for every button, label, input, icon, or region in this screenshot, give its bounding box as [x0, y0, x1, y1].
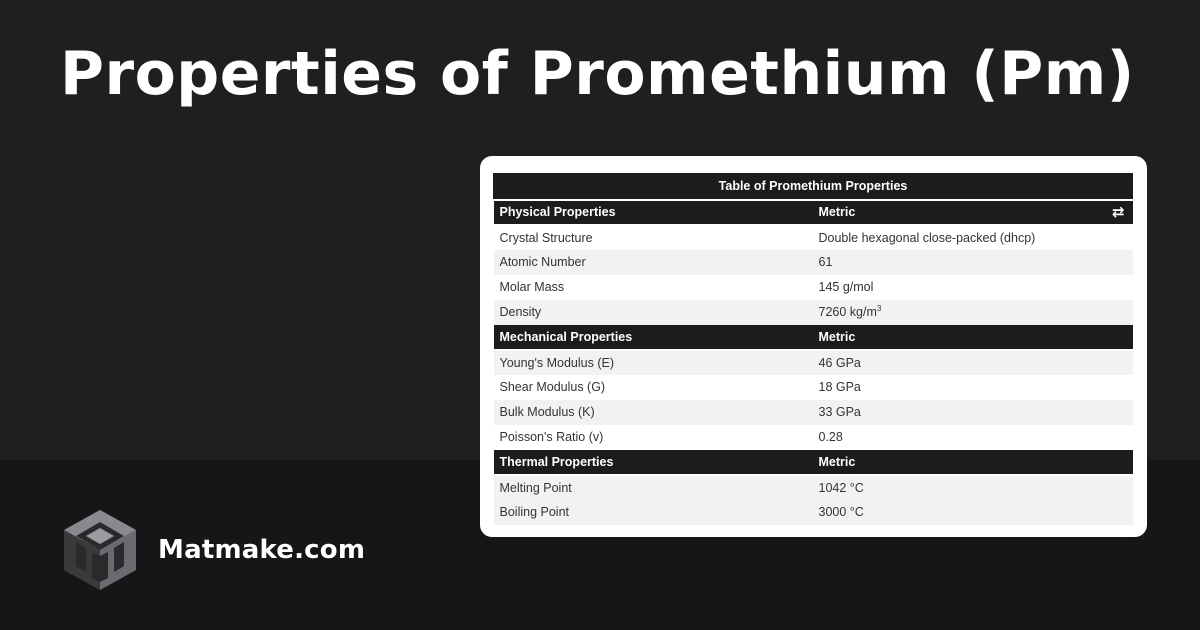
property-value: 0.28 [813, 425, 1133, 450]
property-name: Melting Point [494, 475, 813, 500]
unit-label: Metric [813, 450, 1133, 475]
brand-footer [62, 508, 365, 592]
property-name: Boiling Point [494, 500, 813, 525]
property-value: 61 [813, 250, 1133, 275]
section-unit-cell [813, 200, 1133, 225]
property-value: 18 GPa [813, 375, 1133, 400]
table-row [494, 350, 1133, 375]
property-name: Young's Modulus (E) [494, 350, 813, 375]
table-row [494, 250, 1133, 275]
section-header-mechanical [494, 325, 1133, 350]
brand-name[interactable]: Matmake.com [158, 535, 366, 565]
property-name: Poisson's Ratio (v) [494, 425, 813, 450]
table-row [494, 275, 1133, 300]
property-name: Shear Modulus (G) [494, 375, 813, 400]
section-title: Thermal Properties [494, 450, 813, 475]
section-title: Mechanical Properties [494, 325, 813, 350]
table-row [494, 400, 1133, 425]
unit-exponent: 3 [876, 304, 882, 313]
table-row [494, 475, 1133, 500]
property-name: Density [494, 300, 813, 325]
unit-label: Metric [813, 325, 1133, 350]
matmake-cube-logo-icon [62, 508, 138, 592]
property-value: 3000 °C [813, 500, 1133, 525]
property-name: Crystal Structure [494, 225, 813, 250]
table-caption: Table of Promethium Properties [494, 174, 1133, 200]
density-value: 7260 kg/m [818, 305, 877, 319]
property-value: 1042 °C [813, 475, 1133, 500]
properties-table [493, 173, 1133, 525]
table-row [494, 300, 1133, 325]
property-value: 46 GPa [813, 350, 1133, 375]
table-row [494, 425, 1133, 450]
property-name: Bulk Modulus (K) [494, 400, 813, 425]
table-row [494, 225, 1133, 250]
section-header-physical [494, 200, 1133, 225]
property-value: 33 GPa [813, 400, 1133, 425]
page-title: Properties of Promethium (Pm) [60, 39, 1135, 109]
section-header-thermal [494, 450, 1133, 475]
property-name: Atomic Number [494, 250, 813, 275]
properties-card [480, 156, 1147, 537]
property-value: 145 g/mol [813, 275, 1133, 300]
swap-arrows-icon[interactable]: ⇄ [1111, 203, 1125, 221]
section-title: Physical Properties [494, 200, 813, 225]
table-caption-row [494, 174, 1133, 200]
property-value [813, 300, 1133, 325]
table-row [494, 375, 1133, 400]
unit-label: Metric [818, 204, 856, 219]
property-value: Double hexagonal close-packed (dhcp) [813, 225, 1133, 250]
table-row [494, 500, 1133, 525]
property-name: Molar Mass [494, 275, 813, 300]
